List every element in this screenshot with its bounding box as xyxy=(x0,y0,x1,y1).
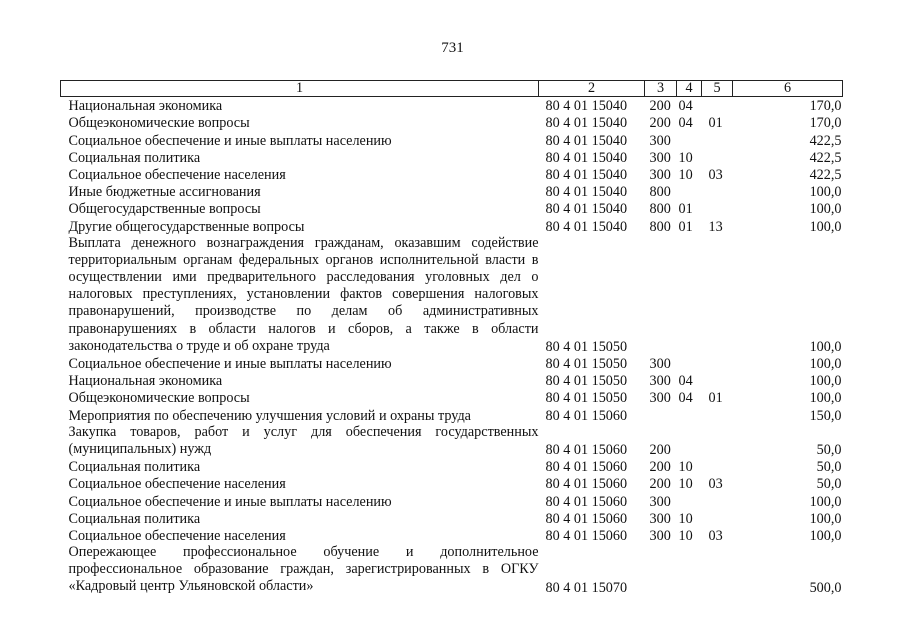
table-row xyxy=(61,131,843,148)
row-col5 xyxy=(702,149,733,166)
row-amount: 100,0 xyxy=(809,528,842,545)
row-col3: 300 xyxy=(649,132,671,149)
row-code: 80 4 01 15060 xyxy=(545,459,628,476)
row-name: Мероприятия по обеспечению улучшения условий и охраны труда xyxy=(68,407,471,424)
row-amount: 500,0 xyxy=(809,579,842,596)
row-col4 xyxy=(677,355,702,372)
row-code: 80 4 01 15050 xyxy=(545,373,628,390)
row-col5: 01 xyxy=(708,115,723,132)
row-col5 xyxy=(702,424,733,458)
row-col4: 04 xyxy=(678,373,693,390)
column-header-3: 3 xyxy=(645,81,677,97)
row-col5 xyxy=(702,235,733,355)
column-header-5: 5 xyxy=(702,81,733,97)
row-col5 xyxy=(702,406,733,423)
row-col5: 03 xyxy=(708,476,723,493)
row-name: Социальная политика xyxy=(68,459,201,476)
row-amount: 170,0 xyxy=(809,98,842,115)
row-code: 80 4 01 15040 xyxy=(545,166,628,183)
row-col4: 01 xyxy=(678,201,693,218)
row-amount: 100,0 xyxy=(809,493,842,510)
table-row xyxy=(61,183,843,200)
row-col4: 04 xyxy=(678,390,693,407)
row-code: 80 4 01 15050 xyxy=(545,338,628,355)
row-name: Закупка товаров, работ и услуг для обеспечения государственных (муниципальных) нужд xyxy=(68,423,539,457)
row-col5 xyxy=(702,131,733,148)
row-col3 xyxy=(645,406,677,423)
row-amount: 100,0 xyxy=(809,373,842,390)
row-col3: 300 xyxy=(649,528,671,545)
row-code: 80 4 01 15040 xyxy=(545,149,628,166)
row-col4: 10 xyxy=(678,459,693,476)
row-name: Общеэкономические вопросы xyxy=(68,390,250,407)
row-code: 80 4 01 15040 xyxy=(545,132,628,149)
row-col5 xyxy=(702,200,733,217)
row-col4: 04 xyxy=(678,98,693,115)
table-row xyxy=(61,372,843,389)
row-code: 80 4 01 15050 xyxy=(545,356,628,373)
row-code: 80 4 01 15040 xyxy=(545,201,628,218)
table-row xyxy=(61,544,843,596)
row-col4 xyxy=(677,235,702,355)
row-col3 xyxy=(645,544,677,596)
row-amount: 100,0 xyxy=(809,338,842,355)
row-col3: 200 xyxy=(649,459,671,476)
row-code: 80 4 01 15040 xyxy=(545,218,628,235)
table-row xyxy=(61,97,843,115)
row-col3: 300 xyxy=(649,493,671,510)
row-col4: 10 xyxy=(678,528,693,545)
row-amount: 100,0 xyxy=(809,201,842,218)
row-col3: 200 xyxy=(649,442,671,459)
row-col4 xyxy=(677,492,702,509)
row-col5 xyxy=(702,355,733,372)
row-name: Социальное обеспечение населения xyxy=(68,528,286,545)
row-col4 xyxy=(677,406,702,423)
row-name: Социальное обеспечение населения xyxy=(68,476,286,493)
row-col5 xyxy=(702,544,733,596)
row-amount: 50,0 xyxy=(816,476,842,493)
row-amount: 422,5 xyxy=(809,166,842,183)
column-header-2: 2 xyxy=(539,81,645,97)
table-row xyxy=(61,114,843,131)
row-col4 xyxy=(677,424,702,458)
row-col5 xyxy=(702,492,733,509)
column-header-6: 6 xyxy=(733,81,843,97)
row-col4: 10 xyxy=(678,510,693,527)
row-code: 80 4 01 15040 xyxy=(545,115,628,132)
row-col3: 800 xyxy=(649,218,671,235)
row-col5 xyxy=(702,183,733,200)
row-col3: 300 xyxy=(649,356,671,373)
row-col5 xyxy=(702,458,733,475)
row-name: Национальная экономика xyxy=(68,98,223,115)
table-row xyxy=(61,235,843,355)
row-col4 xyxy=(677,183,702,200)
row-name: Социальное обеспечение населения xyxy=(68,166,286,183)
column-header-4: 4 xyxy=(677,81,702,97)
row-name: Социальная политика xyxy=(68,149,201,166)
table-row xyxy=(61,200,843,217)
row-name: Выплата денежного вознаграждения гражданам, оказавшим содействие территориальным органам федеральных органов исполнительной власти в осуществлении ими предварительного расследования уголовных дел о налоговых преступлениях, установлении фактов совершения налоговых правонарушений, производстве по делам об административных правонарушениях в области налогов и сборов, а также в области законодательства о труде и об охране труда xyxy=(68,234,539,354)
row-col4 xyxy=(677,544,702,596)
row-col5: 03 xyxy=(708,166,723,183)
row-amount: 50,0 xyxy=(816,459,842,476)
row-col5: 03 xyxy=(708,528,723,545)
row-col3: 200 xyxy=(649,115,671,132)
table-row xyxy=(61,406,843,423)
row-code: 80 4 01 15070 xyxy=(545,579,628,596)
row-col3: 300 xyxy=(649,373,671,390)
row-code: 80 4 01 15060 xyxy=(545,407,628,424)
table-row xyxy=(61,492,843,509)
budget-table xyxy=(60,80,843,596)
row-col3: 300 xyxy=(649,149,671,166)
row-name: Социальное обеспечение и иные выплаты населению xyxy=(68,356,392,373)
row-col5 xyxy=(702,97,733,115)
row-code: 80 4 01 15060 xyxy=(545,442,628,459)
row-amount: 422,5 xyxy=(809,132,842,149)
row-name: Социальная политика xyxy=(68,510,201,527)
row-amount: 422,5 xyxy=(809,149,842,166)
row-col4: 10 xyxy=(678,166,693,183)
row-name: Другие общегосударственные вопросы xyxy=(68,218,305,235)
table-row xyxy=(61,217,843,234)
table-row xyxy=(61,475,843,492)
row-amount: 100,0 xyxy=(809,356,842,373)
row-col4: 10 xyxy=(678,149,693,166)
row-col5: 13 xyxy=(708,218,723,235)
row-amount: 100,0 xyxy=(809,390,842,407)
table-row xyxy=(61,458,843,475)
row-col5 xyxy=(702,510,733,527)
row-col3: 300 xyxy=(649,390,671,407)
table-row xyxy=(61,389,843,406)
row-col4: 01 xyxy=(678,218,693,235)
row-col4 xyxy=(677,131,702,148)
row-col5 xyxy=(702,372,733,389)
table-row xyxy=(61,149,843,166)
row-col4: 10 xyxy=(678,476,693,493)
row-col4: 04 xyxy=(678,115,693,132)
column-header-1: 1 xyxy=(61,81,539,97)
row-name: Национальная экономика xyxy=(68,373,223,390)
row-col3: 800 xyxy=(649,201,671,218)
table-header xyxy=(61,81,843,97)
row-col3 xyxy=(645,235,677,355)
row-code: 80 4 01 15060 xyxy=(545,476,628,493)
row-col3: 200 xyxy=(649,98,671,115)
row-name: Общегосударственные вопросы xyxy=(68,201,261,218)
row-name: Опережающее профессиональное обучение и дополнительное профессиональное образование граждан, зарегистрированных в ОГКУ «Кадровый центр Ульяновской области» xyxy=(68,544,539,595)
row-code: 80 4 01 15060 xyxy=(545,528,628,545)
row-amount: 170,0 xyxy=(809,115,842,132)
row-code: 80 4 01 15050 xyxy=(545,390,628,407)
row-col5: 01 xyxy=(708,390,723,407)
row-amount: 100,0 xyxy=(809,510,842,527)
row-name: Общеэкономические вопросы xyxy=(68,115,250,132)
row-code: 80 4 01 15040 xyxy=(545,98,628,115)
row-name: Социальное обеспечение и иные выплаты населению xyxy=(68,493,392,510)
row-name: Иные бюджетные ассигнования xyxy=(68,184,261,201)
table-row xyxy=(61,527,843,544)
row-amount: 50,0 xyxy=(816,442,842,459)
table-row xyxy=(61,355,843,372)
row-col3: 200 xyxy=(649,476,671,493)
header-row xyxy=(61,81,843,97)
row-code: 80 4 01 15060 xyxy=(545,493,628,510)
table-row xyxy=(61,424,843,458)
table-body xyxy=(61,97,843,596)
row-code: 80 4 01 15060 xyxy=(545,510,628,527)
row-amount: 150,0 xyxy=(809,407,842,424)
row-col3: 800 xyxy=(649,184,671,201)
page-number: 731 xyxy=(441,40,464,56)
row-col3: 300 xyxy=(649,510,671,527)
table-row xyxy=(61,166,843,183)
table-row xyxy=(61,510,843,527)
row-col3: 300 xyxy=(649,166,671,183)
row-amount: 100,0 xyxy=(809,184,842,201)
row-amount: 100,0 xyxy=(809,218,842,235)
row-name: Социальное обеспечение и иные выплаты населению xyxy=(68,132,392,149)
row-code: 80 4 01 15040 xyxy=(545,184,628,201)
